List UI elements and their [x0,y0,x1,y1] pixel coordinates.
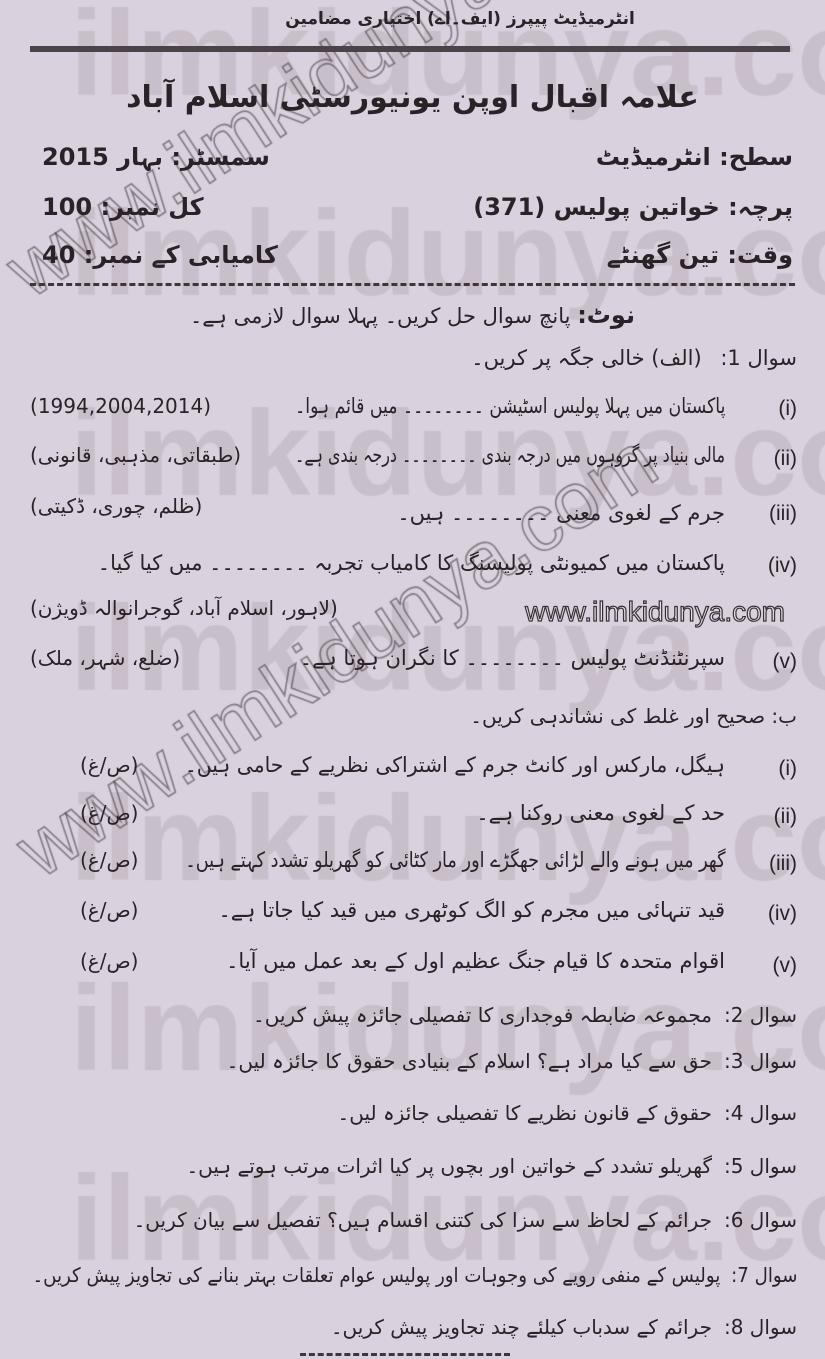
fill-item-text: جرم کے لغوی معنی ۔۔۔۔۔۔۔۔ ہیں۔ [397,501,725,525]
item-number: (ii) [773,447,797,470]
fill-item-options: (لاہور، اسلام آباد، گوجرانوالہ ڈویژن) [30,596,338,620]
item-number: (iii) [769,502,797,525]
end-divider [300,1353,510,1356]
question-text: حق سے کیا مراد ہے؟ اسلام کے بنیادی حقوق کا جائزہ لیں۔ [226,1049,712,1073]
question [32,1262,797,1288]
item-number: (i) [778,757,797,780]
fill-item-text: مالی بنیاد پر گروہوں میں درجہ بندی ۔۔۔۔۔۔۔۔ درجہ بندی ہے۔ [294,443,725,467]
tf-item-options: (ص/غ) [80,898,139,922]
tf-item-options: (ص/غ) [80,801,139,825]
item-number: (iv) [767,554,797,577]
question-text: جرائم کے سدباب کیلئے چند تجاویز پیش کریں۔ [330,1315,712,1339]
tf-item-text: ہیگل، مارکس اور کانٹ جرم کے اشتراکی نظریے کے حامی ہیں۔ [184,753,725,777]
question-label: سوال 4: [723,1101,797,1125]
question-label: سوال 6: [723,1208,797,1232]
question-text: گھریلو تشدد کے خواتین اور بچوں پر کیا اثرات مرتب ہوتے ہیں۔ [186,1154,712,1178]
header-rule [30,46,790,52]
question [186,1153,797,1179]
divider [30,283,795,286]
question [134,1207,797,1233]
question-text: مجموعہ ضابطہ فوجداری کا تفصیلی جائزہ پیش کریں۔ [252,1003,712,1027]
item-number: (iii) [769,852,797,875]
paper: پرچہ: خواتین پولیس (371) [473,193,793,221]
tf-item-text: حد کے لغوی معنی روکنا ہے۔ [476,801,725,825]
fill-item-text: سپرنٹنڈنٹ پولیس ۔۔۔۔۔۔۔۔ کا نگران ہوتا ہے۔ [299,646,725,670]
total-marks: کل نمبر: 100 [42,193,204,221]
item-number: (ii) [773,805,797,828]
fill-item-options: (طبقاتی، مذہبی، قانونی) [30,443,242,467]
note-label: نوٹ: [577,301,635,329]
question-label: سوال 5: [723,1154,797,1178]
question-text: حقوق کے قانون نظریے کا تفصیلی جائزہ لیں۔ [337,1101,712,1125]
q1-label: سوال 1: [720,346,797,370]
semester: سمسٹر: بہار 2015 [42,143,270,171]
level: سطح: انٹرمیڈیٹ [595,143,793,171]
tf-item-options: (ص/غ) [80,848,139,872]
question-label: سوال 8: [723,1315,797,1339]
question-text: پولیس کے منفی رویے کی وجوہات اور پولیس عوام تعلقات بہتر بنانے کی تجاویز پیش کریں۔ [32,1263,720,1287]
q1-part-b: ب: صحیح اور غلط کی نشاندہی کریں۔ [470,704,797,728]
question-label: سوال 7: [730,1263,797,1287]
fill-item-text: پاکستان میں پہلا پولیس اسٹیشن ۔۔۔۔۔۔۔۔ میں قائم ہوا۔ [294,394,725,418]
note-text: پانچ سوال حل کریں۔ پہلا سوال لازمی ہے۔ [190,304,571,328]
question-text: جرائم کے لحاظ سے سزا کی کتنی اقسام ہیں؟ تفصیل سے بیان کریں۔ [133,1208,712,1232]
series-header: انٹرمیڈیٹ پیپرز (ایف۔اے) اختیاری مضامین [285,9,635,29]
question [227,1048,797,1074]
q1-part-a: (الف) خالی جگہ پر کریں۔ [471,346,702,370]
tf-item-options: (ص/غ) [80,753,139,777]
q1-heading [471,345,797,372]
question-label: سوال 2: [723,1003,797,1027]
university-title: علامہ اقبال اوپن یونیورسٹی اسلام آباد [126,80,699,115]
tf-item-text: اقوام متحدہ کا قیام جنگ عظیم اول کے بعد عمل میں آیا۔ [226,949,725,973]
item-number: (v) [772,954,797,977]
item-number: (i) [778,397,797,420]
question [338,1100,797,1126]
fill-item-options: (ظلم، چوری، ڈکیتی) [30,494,203,518]
tf-item-text: قید تنہائی میں مجرم کو الگ کوٹھری میں قید کیا جاتا ہے۔ [218,898,725,922]
question-label: سوال 3: [723,1049,797,1073]
fill-item-options: (1994,2004,2014) [30,394,212,418]
note [0,300,825,331]
pass-marks: کامیابی کے نمبر: 40 [42,241,278,269]
question [253,1002,797,1028]
question [331,1314,797,1340]
fill-item-options: (ضلع، شہر، ملک) [30,646,181,670]
item-number: (iv) [767,902,797,925]
tf-item-options: (ص/غ) [80,949,139,973]
watermark-diagonal: www.ilmkidunya.com [525,596,785,627]
time: وقت: تین گھنٹے [606,241,793,269]
tf-item-text: گھر میں ہونے والے لڑائی جھگڑے اور مار کٹائی کو گھریلو تشدد کہتے ہیں۔ [184,848,725,872]
item-number: (v) [772,650,797,673]
fill-item-text: پاکستان میں کمیونٹی پولیسنگ کا کامیاب تجربہ ۔۔۔۔۔۔۔۔ میں کیا گیا۔ [97,551,725,575]
